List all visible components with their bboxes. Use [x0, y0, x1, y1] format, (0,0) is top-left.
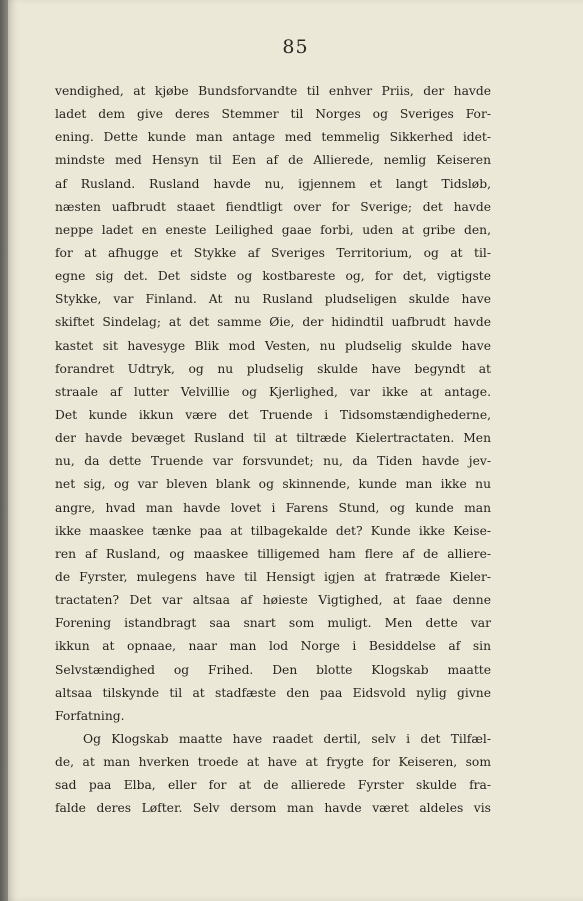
text-line: de, at man hverken troede at have at frygte for Keiseren, som: [55, 755, 491, 770]
text-line: tractaten? Det var altsaa af høieste Vigtighed, at faae denne: [55, 593, 491, 608]
text-line: falde deres Løfter. Selv dersom man havde været aldeles vis: [55, 801, 491, 816]
book-page: [8, 0, 583, 901]
text-line: de Fyrster, mulegens have til Hensigt igjen at fratræde Kieler-: [55, 569, 491, 584]
text-line: ikke maaskee tænke paa at tilbagekalde det? Kunde ikke Keise-: [55, 523, 491, 538]
body-text: [55, 80, 491, 821]
text-line: ening. Dette kunde man antage med temmelig Sikkerhed idet-: [55, 130, 491, 145]
text-line: Det kunde ikkun være det Truende i Tidsomstændighederne,: [55, 407, 491, 422]
text-line: altsaa tilskynde til at stadfæste den paa Eidsvold nylig givne: [55, 685, 491, 700]
text-line: Og Klogskab maatte have raadet dertil, selv i det Tilfæl-: [83, 731, 491, 746]
text-line: næsten uafbrudt staaet fiendtligt over for Sverige; det havde: [55, 199, 491, 214]
text-line: angre, hvad man havde lovet i Farens Stund, og kunde man: [55, 500, 491, 515]
text-line: Stykke, var Finland. At nu Rusland pludseligen skulde have: [55, 292, 491, 307]
text-line: straale af lutter Velvillie og Kjerlighed, var ikke at antage.: [55, 384, 491, 399]
text-line: af Rusland. Rusland havde nu, igjennem et langt Tidsløb,: [55, 176, 491, 191]
text-line: net sig, og var bleven blank og skinnende, kunde man ikke nu: [55, 477, 491, 492]
text-line: sad paa Elba, eller for at de allierede Fyrster skulde fra-: [55, 778, 491, 793]
text-line: vendighed, at kjøbe Bundsforvandte til enhver Priis, der havde: [55, 84, 491, 98]
binding-edge: [0, 0, 8, 901]
text-line: for at afhugge et Stykke af Sveriges Territorium, og at til-: [55, 245, 491, 260]
text-line: neppe ladet en eneste Leilighed gaae forbi, uden at gribe den,: [55, 222, 491, 237]
text-line: skiftet Sindelag; at det samme Øie, der hidindtil uafbrudt havde: [55, 315, 491, 330]
text-line: forandret Udtryk, og nu pludselig skulde have begyndt at: [55, 361, 491, 376]
text-line: ikkun at opnaae, naar man lod Norge i Besiddelse af sin: [55, 639, 491, 654]
text-line: Selvstændighed og Frihed. Den blotte Klogskab maatte: [55, 662, 491, 677]
text-line: nu, da dette Truende var forsvundet; nu, da Tiden havde jev-: [55, 454, 491, 469]
text-line: der havde bevæget Rusland til at tiltræde Kielertractaten. Men: [55, 431, 491, 446]
text-line: mindste med Hensyn til Een af de Allierede, nemlig Keiseren: [55, 153, 491, 168]
text-line: Forfatning.: [55, 708, 125, 723]
text-line: egne sig det. Det sidste og kostbareste og, for det, vigtigste: [55, 269, 491, 284]
text-line: ren af Rusland, og maaskee tilligemed ham flere af de alliere-: [55, 546, 491, 561]
page-number: 85: [282, 36, 309, 58]
text-line: ladet dem give deres Stemmer til Norges og Sveriges For-: [55, 107, 491, 122]
text-line: Forening istandbragt saa snart som muligt. Men dette var: [55, 616, 491, 631]
text-line: kastet sit havesyge Blik mod Vesten, nu pludselig skulde have: [55, 338, 491, 353]
